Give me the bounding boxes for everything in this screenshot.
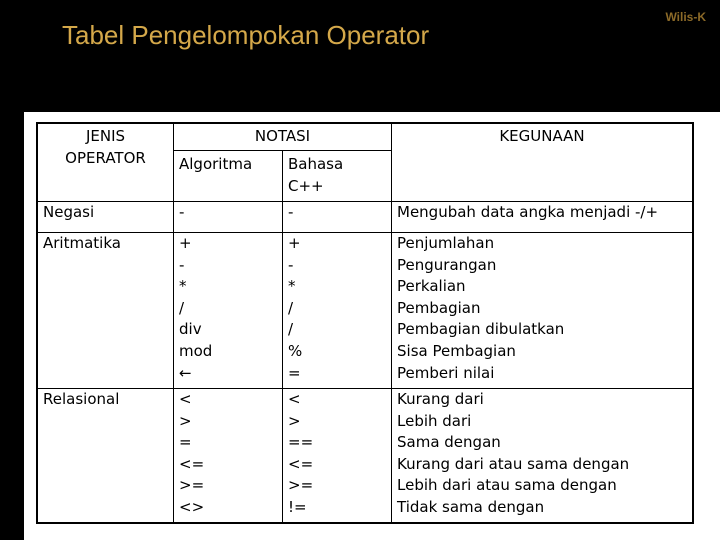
header-bahasa xyxy=(283,151,392,202)
cell-line: + xyxy=(179,234,192,252)
header-bahasa-line2: C++ xyxy=(288,176,324,195)
cell-line: <= xyxy=(179,454,205,473)
row-negasi-bahasa xyxy=(283,202,392,233)
cell-line: / xyxy=(288,320,294,339)
operator-table xyxy=(36,122,694,524)
cell-line: >= xyxy=(288,476,314,495)
row-relasional-kegunaan xyxy=(392,389,694,524)
header-jenis-line2: OPERATOR xyxy=(65,148,146,167)
cell-line: = xyxy=(179,433,192,452)
cell-line: == xyxy=(288,433,314,452)
cell-line: > xyxy=(179,411,192,430)
row-aritmatika-algoritma xyxy=(174,233,283,389)
cell-line: Sisa Pembagian xyxy=(397,341,516,360)
cell-line: * xyxy=(288,277,296,296)
row-relasional-bahasa xyxy=(283,389,392,524)
cell-line: - xyxy=(288,255,294,274)
table-row xyxy=(37,389,693,524)
cell-line: Lebih dari atau sama dengan xyxy=(397,476,617,495)
cell-line: != xyxy=(288,497,307,516)
row-negasi-jenis: Negasi xyxy=(37,202,174,233)
header-kegunaan xyxy=(392,123,694,202)
header-algoritma xyxy=(174,151,283,202)
cell-line: Pengurangan xyxy=(397,255,497,274)
cell-line: - xyxy=(288,203,294,221)
cell-line: Kurang dari atau sama dengan xyxy=(397,454,630,473)
cell-line: Tidak sama dengan xyxy=(397,497,545,516)
cell-line: Penjumlahan xyxy=(397,234,495,252)
header-kegunaan-label: KEGUNAAN xyxy=(499,127,585,145)
header-jenis-operator xyxy=(37,123,174,202)
slide-title: Tabel Pengelompokan Operator xyxy=(62,20,430,50)
author-watermark: Wilis-K xyxy=(665,10,706,24)
cell-line: Pembagian xyxy=(397,298,481,317)
cell-line: Pembagian dibulatkan xyxy=(397,320,565,339)
cell-line: % xyxy=(288,341,303,360)
cell-line: mod xyxy=(179,341,213,360)
cell-line: Kurang dari xyxy=(397,390,484,408)
header-jenis-line1: JENIS xyxy=(85,127,126,145)
cell-line: >= xyxy=(179,476,205,495)
left-arrow-icon: ← xyxy=(179,363,192,382)
header-notasi-label: NOTASI xyxy=(254,127,311,145)
cell-line: < xyxy=(288,390,301,408)
cell-line: Perkalian xyxy=(397,277,466,296)
row-aritmatika-kegunaan xyxy=(392,233,694,389)
cell-line: / xyxy=(179,298,185,317)
cell-line: <= xyxy=(288,454,314,473)
cell-line: = xyxy=(288,363,301,382)
cell-line: Pemberi nilai xyxy=(397,363,495,382)
cell-line: < xyxy=(179,390,192,408)
header-notasi xyxy=(174,123,392,151)
cell-line: Lebih dari xyxy=(397,411,472,430)
row-relasional-algoritma xyxy=(174,389,283,524)
cell-line: Mengubah data angka menjadi -/+ xyxy=(397,203,659,221)
cell-line: div xyxy=(179,320,202,339)
header-bahasa-line1: Bahasa xyxy=(288,155,344,173)
header-algoritma-label: Algoritma xyxy=(179,155,253,173)
cell-line: - xyxy=(179,255,185,274)
row-relasional-jenis: Relasional xyxy=(37,389,174,524)
content-area xyxy=(24,112,720,540)
cell-line: Sama dengan xyxy=(397,433,501,452)
row-aritmatika-jenis: Aritmatika xyxy=(37,233,174,389)
table-row xyxy=(37,202,693,233)
row-negasi-algoritma xyxy=(174,202,283,233)
cell-line: + xyxy=(288,234,301,252)
cell-line: - xyxy=(179,203,185,221)
row-aritmatika-bahasa xyxy=(283,233,392,389)
cell-line: * xyxy=(179,277,187,296)
cell-line: <> xyxy=(179,497,205,516)
table-header-row xyxy=(37,123,693,151)
cell-line: > xyxy=(288,411,301,430)
cell-line: / xyxy=(288,298,294,317)
row-negasi-kegunaan xyxy=(392,202,694,233)
table-row xyxy=(37,233,693,389)
